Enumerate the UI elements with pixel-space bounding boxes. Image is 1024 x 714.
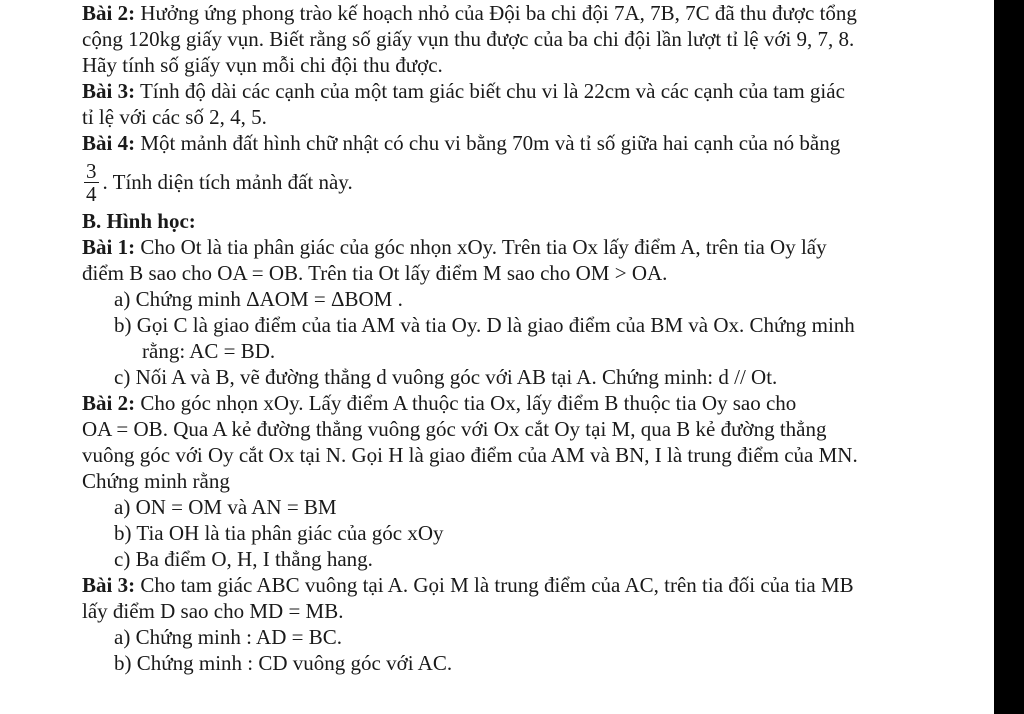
bai2-alg-line2: cộng 120kg giấy vụn. Biết rằng số giấy vụn thu được của ba chi đội lần lượt tỉ lệ với 9, 7, 8. bbox=[82, 27, 855, 51]
bai2-geo-part-a: a) ON = OM và AN = BM bbox=[114, 495, 337, 519]
bai1-geo-part-a: a) Chứng minh ΔAOM = ΔBOM . bbox=[114, 287, 403, 311]
bai3-geo-line2: lấy điểm D sao cho MD = MB. bbox=[82, 599, 344, 623]
bai2-geo-label: Bài 2: bbox=[82, 391, 136, 415]
bai2-geo-line4: Chứng minh rằng bbox=[82, 469, 230, 493]
bai3-alg-line2: tỉ lệ với các số 2, 4, 5. bbox=[82, 105, 267, 129]
bai2-geo-line2: OA = OB. Qua A kẻ đường thẳng vuông góc với Ox cắt Oy tại M, qua B kẻ đường thẳng bbox=[82, 417, 827, 441]
section-b-heading: B. Hình học: bbox=[82, 209, 196, 233]
bai2-alg-line3: Hãy tính số giấy vụn mỗi chi đội thu được. bbox=[82, 53, 443, 77]
bai4-alg-line2: $\frac{3}{4}$ . Tính diện tích mảnh đất này. bbox=[86, 158, 353, 206]
bai2-geo-part-b: b) Tia OH là tia phân giác của góc xOy bbox=[114, 521, 444, 545]
bai2-alg-line1: Bài 2: Hưởng ứng phong trào kế hoạch nhỏ của Đội ba chi đội 7A, 7B, 7C đã thu được tổng bbox=[82, 1, 857, 25]
bai3-alg-line1: Bài 3: Tính độ dài các cạnh của một tam giác biết chu vi là 22cm và các cạnh của tam giác bbox=[82, 79, 845, 103]
document-body bbox=[82, 0, 972, 676]
fraction-three-quarters bbox=[84, 160, 99, 205]
bai1-geo-part-b2: rằng: AC = BD. bbox=[142, 339, 276, 363]
bai1-geo-line1: Bài 1: Cho Ot là tia phân giác của góc nhọn xOy. Trên tia Ox lấy điểm A, trên tia Oy lấy bbox=[82, 235, 827, 259]
bai2-geo-part-c: c) Ba điểm O, H, I thẳng hang. bbox=[114, 547, 373, 571]
bai3-geo-line1: Bài 3: Cho tam giác ABC vuông tại A. Gọi M là trung điểm của AC, trên tia đối của tia MB bbox=[82, 573, 854, 597]
bai3-geo-part-b: b) Chứng minh : CD vuông góc với AC. bbox=[114, 651, 453, 675]
bai4-alg-line1: Bài 4: Một mảnh đất hình chữ nhật có chu vi bằng 70m và tỉ số giữa hai cạnh của nó bằng bbox=[82, 131, 841, 155]
bai1-geo-part-b1: b) Gọi C là giao điểm của tia AM và tia Oy. D là giao điểm của BM và Ox. Chứng minh bbox=[114, 313, 855, 337]
bai3-geo-part-a: a) Chứng minh : AD = BC. bbox=[114, 625, 342, 649]
bai1-geo-line2: điểm B sao cho OA = OB. Trên tia Ot lấy điểm M sao cho OM > OA. bbox=[82, 261, 668, 285]
window-edge-bar bbox=[994, 0, 1024, 714]
bai2-geo-line1: Bài 2: Cho góc nhọn xOy. Lấy điểm A thuộc tia Ox, lấy điểm B thuộc tia Oy sao cho bbox=[82, 391, 797, 415]
bai3-alg-label: Bài 3: bbox=[82, 79, 136, 103]
bai2-geo-line3: vuông góc với Oy cắt Ox tại N. Gọi H là giao điểm của AM và BN, I là trung điểm của MN. bbox=[82, 443, 858, 467]
fraction-numerator: 3 bbox=[86, 158, 97, 183]
bai1-geo-label: Bài 1: bbox=[82, 235, 136, 259]
bai3-geo-label: Bài 3: bbox=[82, 573, 136, 597]
bai4-alg-label: Bài 4: bbox=[82, 131, 136, 155]
bai2-alg-label: Bài 2: bbox=[82, 1, 136, 25]
fraction-denominator: 4 bbox=[86, 181, 97, 206]
bai1-geo-part-c: c) Nối A và B, vẽ đường thẳng d vuông góc với AB tại A. Chứng minh: d // Ot. bbox=[114, 365, 778, 389]
